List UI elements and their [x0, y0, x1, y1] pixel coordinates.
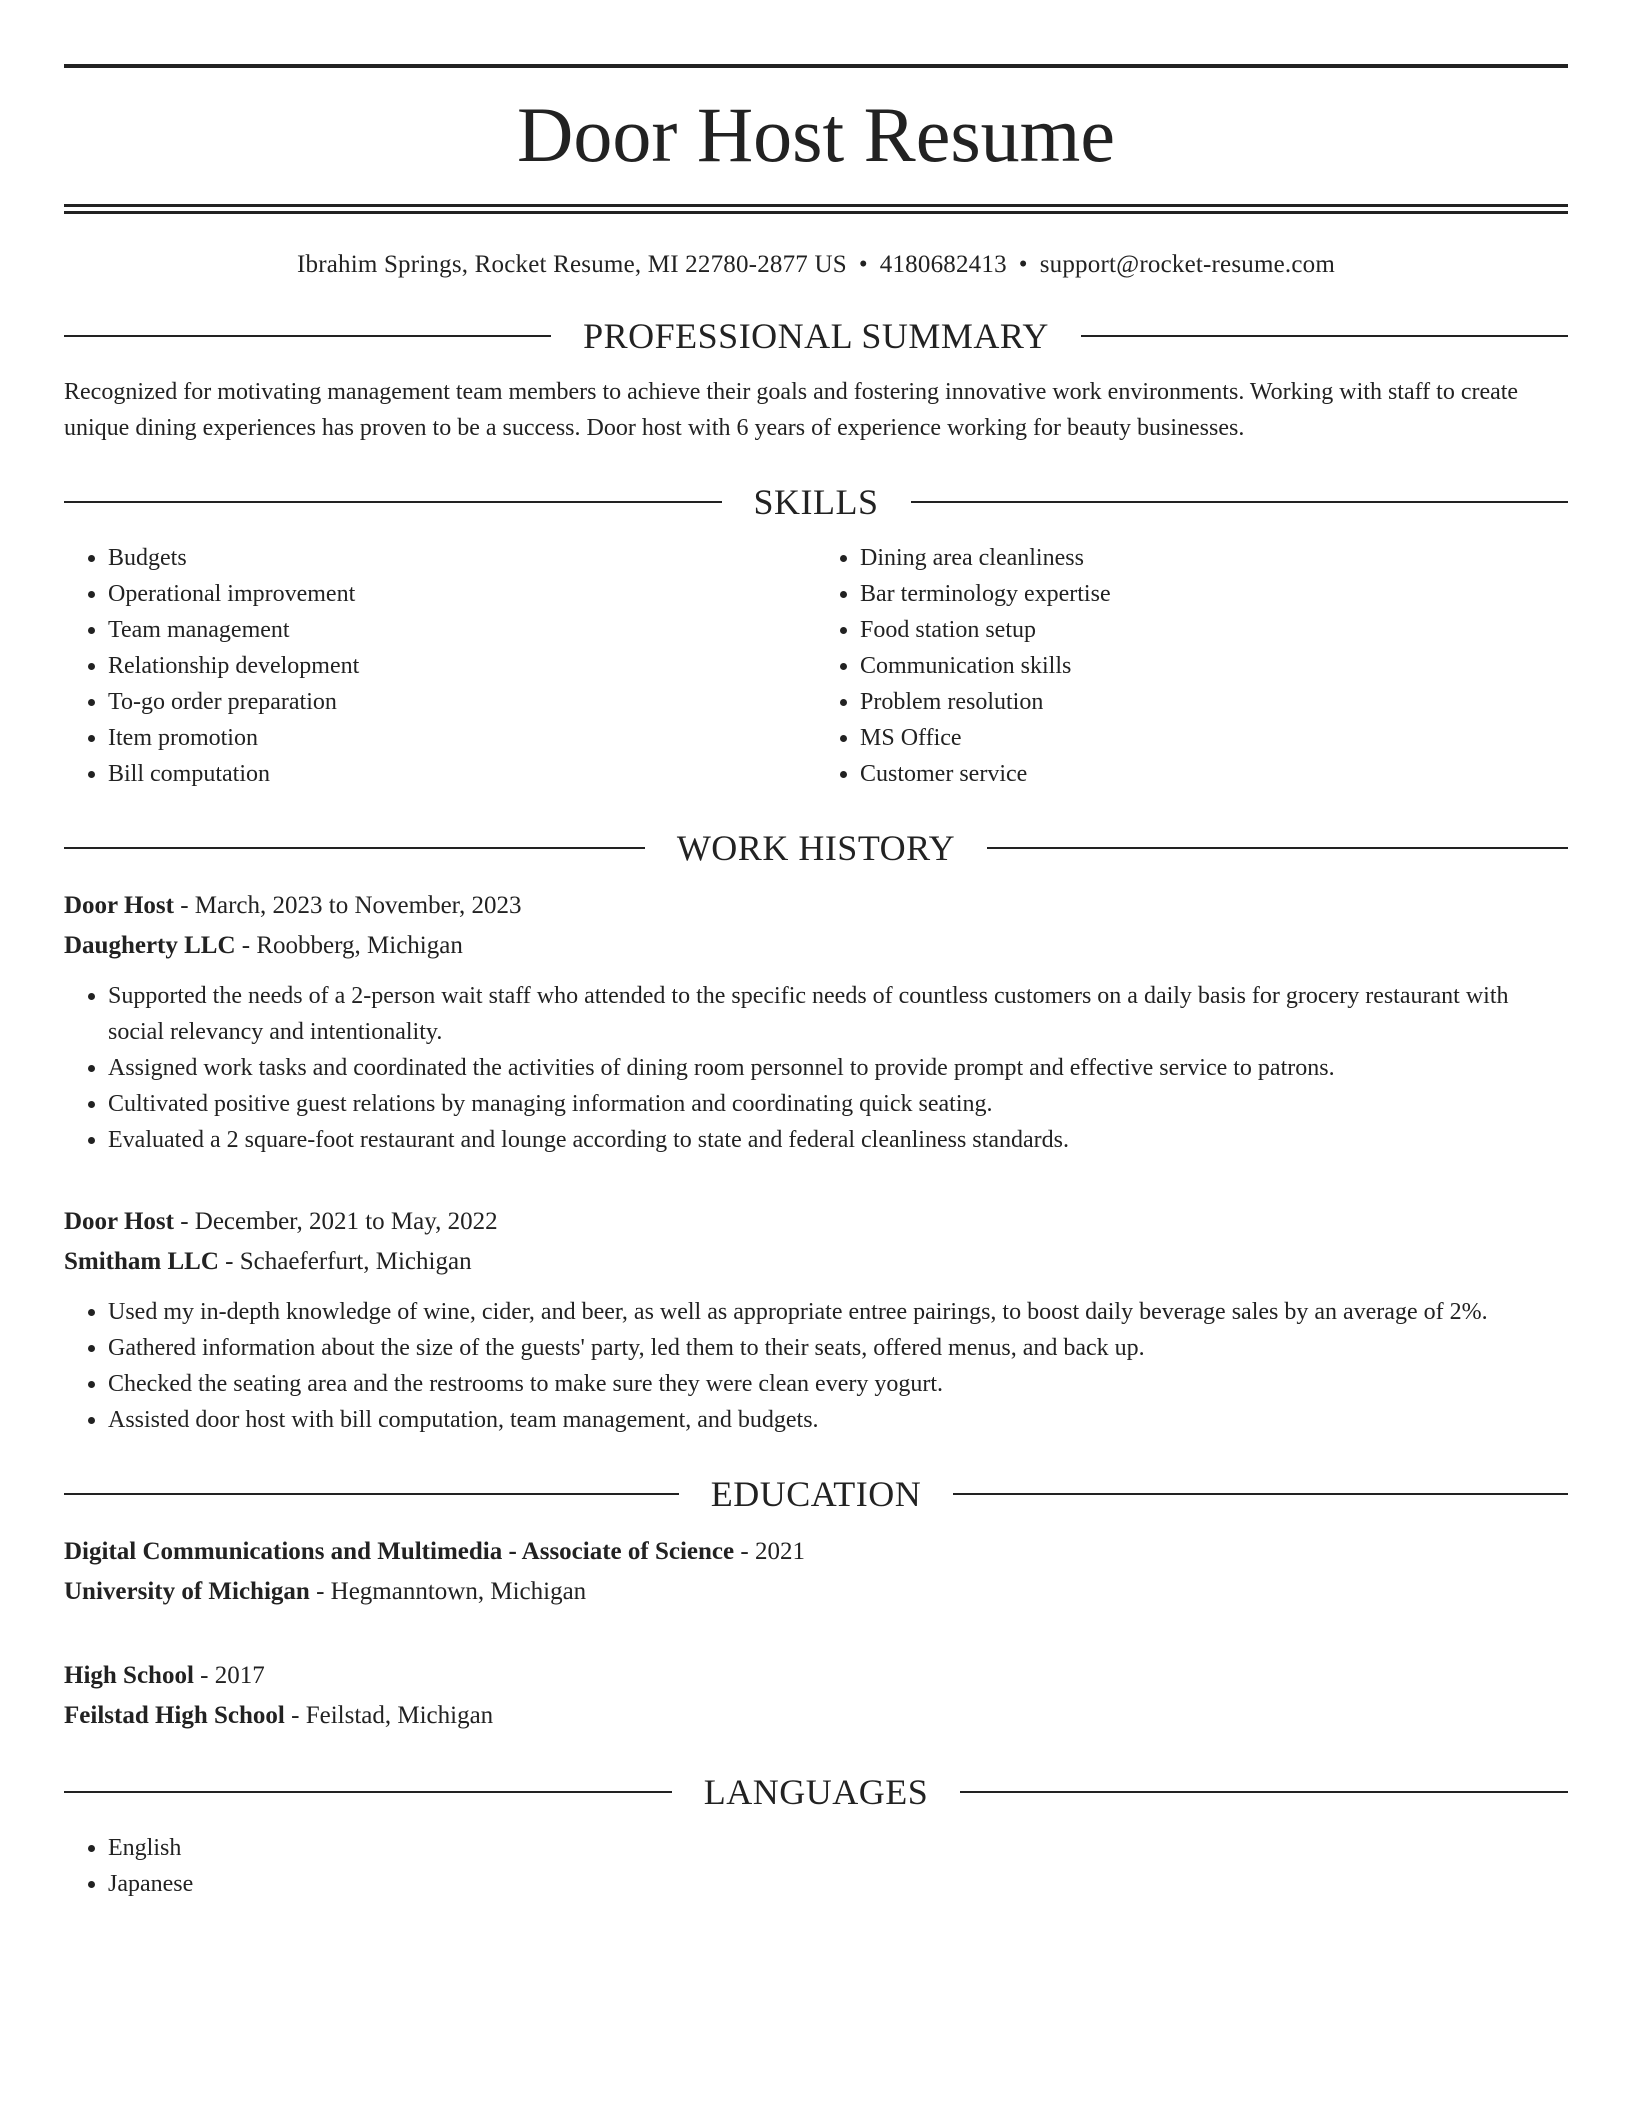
skill-item: • Bar terminology expertise — [860, 576, 1568, 612]
work-bullet: • Supported the needs of a 2-person wait staff who attended to the specific needs of countless customers on a daily basis for grocery restaurant with social relevancy and intentionality. — [108, 978, 1568, 1050]
work-role-line — [64, 886, 1568, 926]
school-name: Feilstad High School — [64, 1702, 285, 1729]
dash: - — [173, 892, 195, 919]
skill-item: • To-go order preparation — [108, 684, 816, 720]
dash: - — [193, 1662, 215, 1689]
graduation-year: 2017 — [214, 1662, 265, 1689]
contact-separator: • — [858, 251, 868, 278]
section-heading-education — [64, 1472, 1568, 1516]
language-item: • English — [108, 1830, 1568, 1866]
dash: - — [734, 1538, 755, 1565]
contact-separator: • — [1018, 251, 1028, 278]
dash: - — [309, 1578, 331, 1605]
section-title: LANGUAGES — [703, 1772, 929, 1812]
education-school-line — [64, 1572, 1568, 1612]
education-degree-line — [64, 1656, 1568, 1696]
heading-rule — [64, 1493, 679, 1495]
heading-rule — [960, 1791, 1568, 1793]
heading-rule — [953, 1493, 1568, 1495]
work-company-line — [64, 926, 1568, 966]
document-title: Door Host Resume — [517, 91, 1115, 178]
work-bullet: • Gathered information about the size of the guests' party, led them to their seats, offered menus, and back up. — [108, 1330, 1568, 1366]
work-bullet: • Used my in-depth knowledge of wine, cider, and beer, as well as appropriate entree pairings, to boost daily beverage sales by an average of 2%. — [108, 1294, 1568, 1330]
section-heading-skills — [64, 480, 1568, 524]
skill-item: • Customer service — [860, 756, 1568, 792]
company-name: Smitham LLC — [64, 1248, 219, 1275]
resume-page — [64, 64, 1568, 1902]
work-bullets — [64, 978, 1568, 1158]
skill-item: • Budgets — [108, 540, 816, 576]
dash: - — [235, 932, 257, 959]
education-degree-line — [64, 1532, 1568, 1572]
school-name: University of Michigan — [64, 1578, 310, 1605]
section-heading-summary — [64, 314, 1568, 358]
company-location: Roobberg, Michigan — [256, 932, 463, 959]
section-heading-languages — [64, 1770, 1568, 1814]
work-company-line — [64, 1242, 1568, 1282]
heading-rule — [64, 847, 645, 849]
heading-rule — [911, 501, 1569, 503]
work-role-line — [64, 1202, 1568, 1242]
dash: - — [218, 1248, 240, 1275]
heading-rule — [987, 847, 1568, 849]
skill-item: • Dining area cleanliness — [860, 540, 1568, 576]
work-bullet: • Checked the seating area and the restrooms to make sure they were clean every yogurt. — [108, 1366, 1568, 1402]
school-location: Hegmanntown, Michigan — [330, 1578, 587, 1605]
heading-rule — [64, 1791, 672, 1793]
skills-column-left — [64, 540, 816, 792]
job-dates: March, 2023 to November, 2023 — [194, 892, 522, 919]
skill-item: • Bill computation — [108, 756, 816, 792]
heading-rule — [64, 335, 551, 337]
work-bullet: • Assisted door host with bill computation, team management, and budgets. — [108, 1402, 1568, 1438]
skill-item: • Team management — [108, 612, 816, 648]
graduation-year: 2021 — [754, 1538, 805, 1565]
job-title: Door Host — [64, 1208, 174, 1235]
contact-email: support@rocket-resume.com — [1039, 251, 1336, 278]
job-title: Door Host — [64, 892, 174, 919]
section-heading-work — [64, 826, 1568, 870]
title-double-rule — [64, 204, 1568, 214]
work-bullets — [64, 1294, 1568, 1438]
degree-name: Digital Communications and Multimedia - Associate of Science — [64, 1538, 735, 1565]
skill-item: • MS Office — [860, 720, 1568, 756]
dash: - — [173, 1208, 195, 1235]
education-school-line — [64, 1696, 1568, 1736]
section-title: SKILLS — [753, 482, 879, 522]
skill-item: • Item promotion — [108, 720, 816, 756]
dash: - — [284, 1702, 306, 1729]
work-bullet: • Cultivated positive guest relations by managing information and coordinating quick seating. — [108, 1086, 1568, 1122]
work-bullet: • Assigned work tasks and coordinated the activities of dining room personnel to provide prompt and effective service to patrons. — [108, 1050, 1568, 1086]
section-title: EDUCATION — [710, 1474, 922, 1514]
work-bullet: • Evaluated a 2 square-foot restaurant and lounge according to state and federal cleanliness standards. — [108, 1122, 1568, 1158]
contact-phone: 4180682413 — [879, 251, 1007, 278]
heading-rule — [1081, 335, 1568, 337]
work-entry — [64, 1202, 1568, 1438]
section-title: WORK HISTORY — [676, 828, 956, 868]
contact-address: Ibrahim Springs, Rocket Resume, MI 22780-2877 US — [296, 251, 847, 278]
contact-line — [64, 250, 1568, 280]
title-block — [64, 64, 1568, 214]
skill-item: • Communication skills — [860, 648, 1568, 684]
school-location: Feilstad, Michigan — [305, 1702, 494, 1729]
language-item: • Japanese — [108, 1866, 1568, 1902]
education-entry — [64, 1656, 1568, 1736]
skill-item: • Operational improvement — [108, 576, 816, 612]
skill-item: • Food station setup — [860, 612, 1568, 648]
company-name: Daugherty LLC — [64, 932, 236, 959]
job-dates: December, 2021 to May, 2022 — [194, 1208, 498, 1235]
section-title: PROFESSIONAL SUMMARY — [583, 316, 1049, 356]
skill-item: • Problem resolution — [860, 684, 1568, 720]
summary-paragraph: Recognized for motivating management team members to achieve their goals and fostering innovative work environments. Working with staff to create unique dining experiences has proven to be a success. Door host with 6 years of experience working for beauty businesses. — [64, 379, 1519, 441]
degree-name: High School — [64, 1662, 194, 1689]
languages-list — [64, 1830, 1568, 1902]
work-entry — [64, 886, 1568, 1158]
education-entry — [64, 1532, 1568, 1612]
skills-list — [64, 540, 1568, 792]
skills-column-right — [816, 540, 1568, 792]
company-location: Schaeferfurt, Michigan — [239, 1248, 472, 1275]
skill-item: • Relationship development — [108, 648, 816, 684]
heading-rule — [64, 501, 722, 503]
